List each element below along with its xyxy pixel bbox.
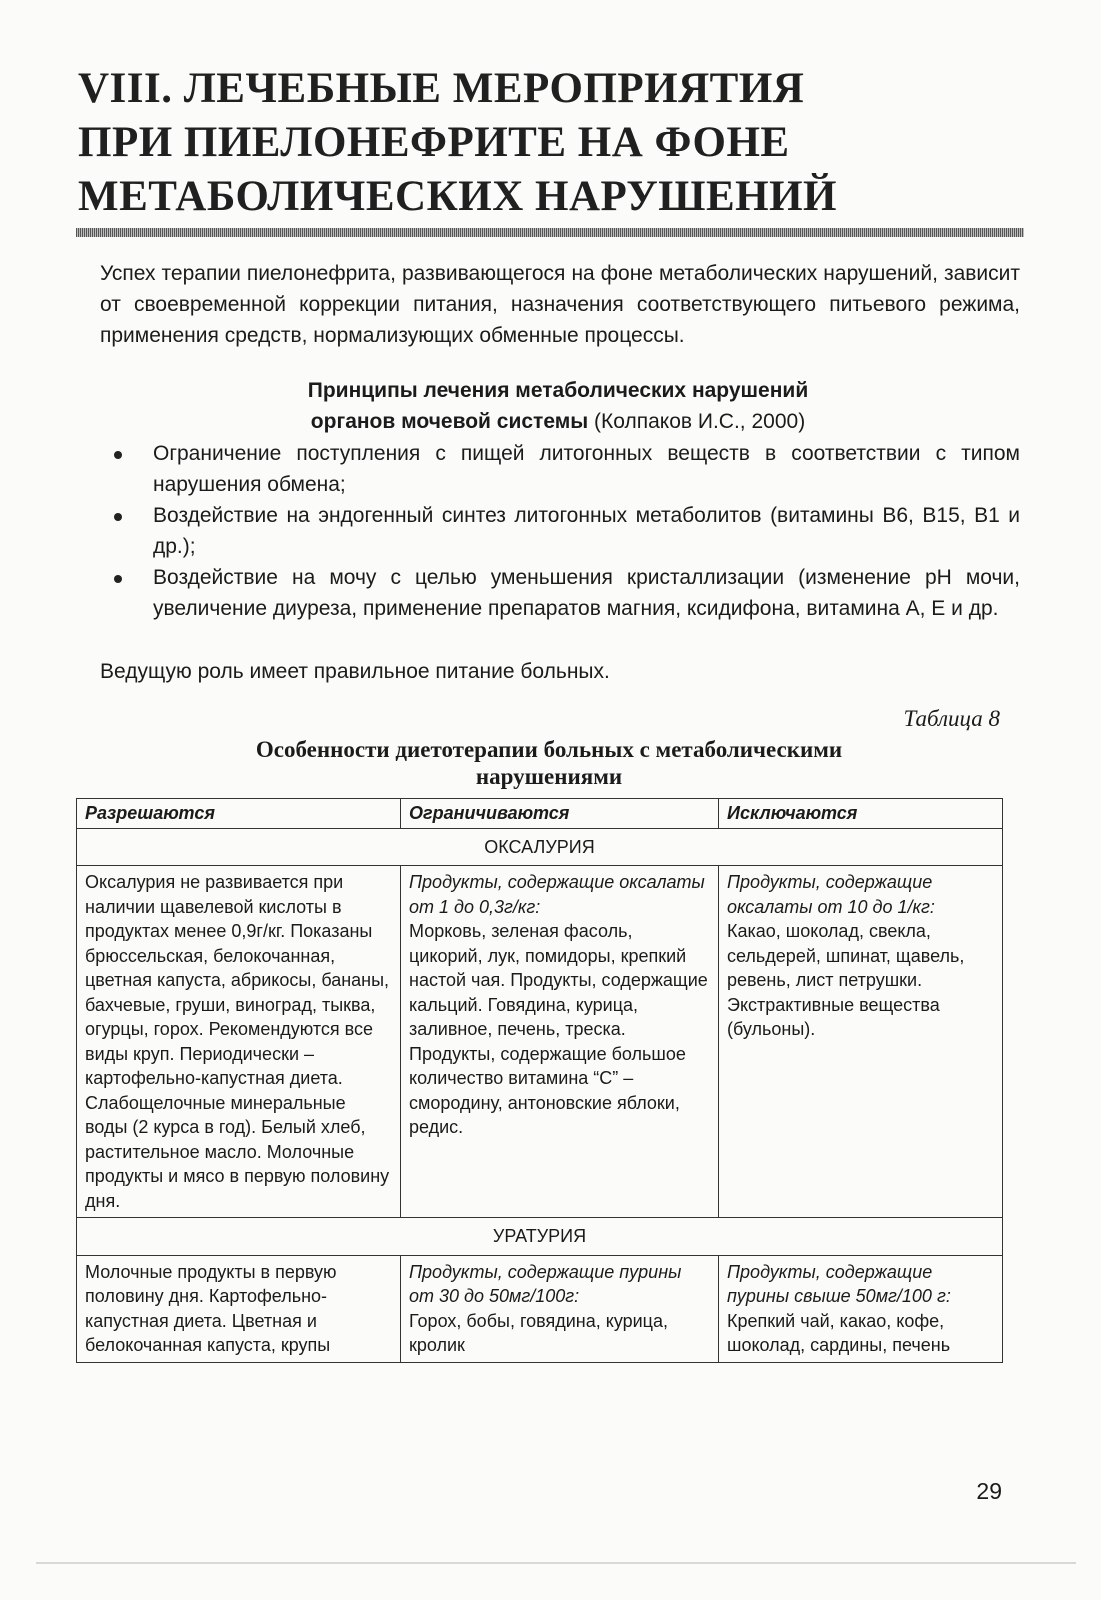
list-item	[78, 500, 1020, 562]
cell-text: Какао, шоколад, свекла, сельдерей, шпинат, щавель, ревень, лист петрушки.	[727, 921, 965, 990]
chapter-heading	[78, 62, 1038, 224]
list-item-text: Ограничение поступления с пищей литогонных веществ в соответствии с типом нарушения обмена;	[153, 442, 1020, 496]
cell-text: Продукты, содержащие большое количество витамина “С” – смородину, антоновские яблоки, редис.	[409, 1043, 686, 1137]
heading-line-3: МЕТАБОЛИЧЕСКИХ НАРУШЕНИЙ	[78, 173, 837, 220]
intro-paragraph: Успех терапии пиелонефрита, развивающегося на фоне метаболических нарушений, зависит от своевременной коррекции питания, назначения соответствующего питьевого режима, применения средств, нормализующих обменные процессы.	[100, 262, 1020, 347]
cell-allowed: Оксалурия не развивается при наличии щавелевой кислоты в продуктах менее 0,9г/кг. Показаны брюссельская, белокочанная, цветная капуста, абрикосы, бананы, бахчевые, груши, виноград, тыква, огурцы, горох. Рекомендуются все виды круп. Периодически – картофельно-капустная диета. Слабощелочные минеральные воды (2 курса в год). Белый хлеб, растительное масло. Молочные продукты и мясо в первую половину дня.	[77, 866, 401, 1218]
cell-italic-note: Продукты, содержащие пурины от 30 до 50мг/100г:	[409, 1261, 682, 1306]
principles-title-line-1: Принципы лечения метаболических нарушений	[307, 379, 809, 402]
cell-text: Экстрактивные вещества (бульоны).	[727, 994, 940, 1039]
principles-heading	[78, 375, 1038, 437]
list-item	[78, 562, 1020, 624]
page-bottom-edge	[36, 1562, 1076, 1564]
section-title: УРАТУРИЯ	[77, 1218, 1003, 1256]
list-item-text: Воздействие на эндогенный синтез литогонных метаболитов (витамины В6, В15, В1 и др.);	[153, 504, 1020, 558]
table-header-row	[77, 799, 1003, 829]
cell-text: Морковь, зеленая фасоль, цикорий, лук, помидоры, крепкий настой чая. Продукты, содержащие кальций. Говядина, курица, заливное, печень, треска.	[409, 921, 708, 1039]
list-item-text: Воздействие на мочу с целью уменьшения кристаллизации (изменение pH мочи, увеличение диуреза, применение препаратов магния, ксидифона, витамина А, Е и др.	[153, 566, 1020, 620]
cell-italic-note: Продукты, содержащие оксалаты от 10 до 1/кг:	[727, 872, 935, 917]
cell-text: Крепкий чай, какао, кофе, шоколад, сардины, печень	[727, 1310, 951, 1355]
cell-italic-note: Продукты, содержащие оксалаты от 1 до 0,3г/кг:	[409, 872, 705, 917]
header-allowed: Разрешаются	[77, 799, 401, 829]
heading-line-1: VIII. ЛЕЧЕБНЫЕ МЕРОПРИЯТИЯ	[78, 65, 805, 112]
page-number: 29	[976, 1478, 1002, 1504]
cell-allowed: Молочные продукты в первую половину дня. Картофельно-капустная диета. Цветная и белокочанная капуста, крупы	[77, 1255, 401, 1362]
table-label: Таблица 8	[903, 706, 1000, 731]
principles-list	[78, 438, 1020, 624]
cell-excluded	[719, 866, 1003, 1218]
heading-divider	[76, 228, 1024, 237]
principles-reference: (Колпаков И.С., 2000)	[588, 410, 806, 433]
bullet-icon	[114, 513, 122, 521]
section-row-uraturia	[77, 1218, 1003, 1256]
lead-paragraph: Ведущую роль имеет правильное питание больных.	[100, 660, 610, 683]
cell-excluded	[719, 1255, 1003, 1362]
bullet-icon	[114, 451, 122, 459]
table-title-line-2: нарушениями	[475, 764, 623, 789]
header-excluded: Исключаются	[719, 799, 1003, 829]
bullet-icon	[114, 575, 122, 583]
section-title: ОКСАЛУРИЯ	[77, 828, 1003, 866]
cell-limited	[401, 866, 719, 1218]
section-row-oxaluria	[77, 828, 1003, 866]
cell-text: Горох, бобы, говядина, курица, кролик	[409, 1310, 669, 1355]
principles-title-line-2: органов мочевой системы	[310, 410, 589, 433]
list-item	[78, 438, 1020, 500]
table-title	[78, 736, 1020, 790]
table-row	[77, 1255, 1003, 1362]
table-row	[77, 866, 1003, 1218]
cell-italic-note: Продукты, содержащие пурины свыше 50мг/100 г:	[727, 1261, 951, 1306]
header-limited: Ограничиваются	[401, 799, 719, 829]
diet-table	[76, 798, 1003, 1363]
heading-line-2: ПРИ ПИЕЛОНЕФРИТЕ НА ФОНЕ	[78, 119, 790, 166]
cell-limited	[401, 1255, 719, 1362]
table-title-line-1: Особенности диетотерапии больных с метаболическими	[255, 737, 843, 762]
